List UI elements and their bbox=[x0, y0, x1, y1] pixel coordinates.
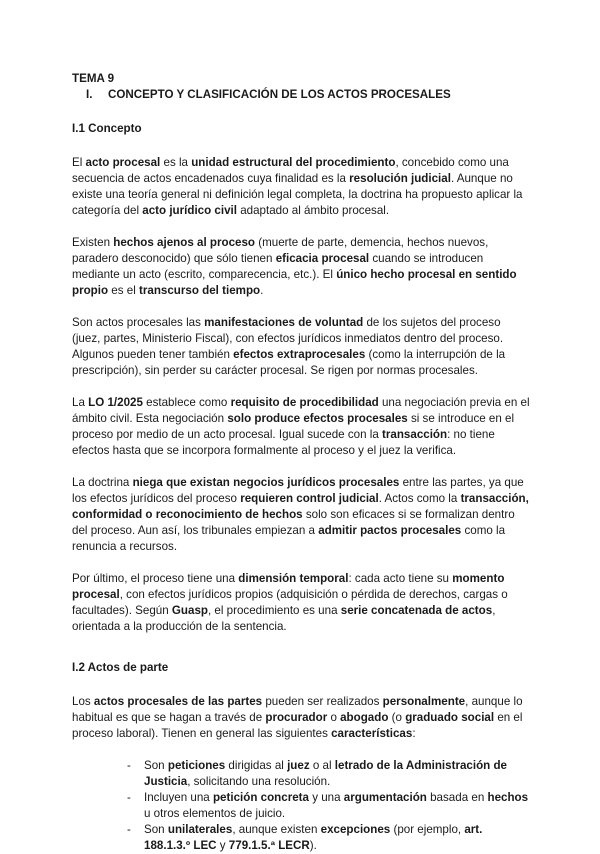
text-run: u otros elementos de juicio. bbox=[144, 807, 286, 820]
bold-text: admitir pactos procesales bbox=[318, 524, 462, 537]
bold-text: manifestaciones de voluntad bbox=[204, 316, 364, 329]
paragraph-acto-procesal bbox=[72, 155, 530, 219]
bold-text: único hecho procesal en sentido propio bbox=[72, 268, 517, 297]
text-run: : no tiene efectos hasta que se incorpora formalmente al proceso y el juez la verifica. bbox=[72, 428, 495, 457]
text-run: : cada acto tiene su bbox=[348, 572, 453, 585]
bold-text: peticiones bbox=[167, 759, 226, 772]
bold-text: requisito de procedibilidad bbox=[230, 396, 379, 409]
bold-text: graduado social bbox=[405, 711, 495, 724]
bold-text: niega que existan negocios jurídicos procesales bbox=[132, 476, 400, 489]
paragraph-actos-de-parte bbox=[72, 694, 530, 742]
bold-text: hechos bbox=[487, 791, 529, 804]
bold-text: juez bbox=[287, 759, 310, 772]
text-run: ). bbox=[309, 839, 317, 852]
bold-text: características bbox=[331, 727, 413, 740]
bold-text: petición concreta bbox=[212, 791, 309, 804]
text-run: (por ejemplo, bbox=[390, 823, 465, 836]
text-run: , solicitando una resolución. bbox=[187, 775, 331, 788]
text-run: de los sujetos del proceso (juez, partes, Ministerio Fiscal), con efectos jurídicos inmediatos dentro del proceso. Algunos pueden tener también bbox=[72, 316, 504, 361]
bold-text: hechos ajenos al proceso bbox=[113, 236, 256, 249]
bold-text: efectos extraprocesales bbox=[233, 348, 366, 361]
subheading-actos-de-parte: I.2 Actos de parte bbox=[72, 661, 169, 674]
bold-text: procurador bbox=[265, 711, 328, 724]
text-run: Incluyen una bbox=[144, 791, 213, 804]
bold-text: art. 188.1.3.º LEC bbox=[144, 823, 483, 852]
text-run: solo son eficaces si se formalizan dentro del proceso. Aun así, los tribunales empiezan a bbox=[72, 508, 515, 537]
bold-text: 779.1.5.ª LECR bbox=[228, 839, 310, 852]
section-number: I. bbox=[86, 88, 93, 101]
text-run: La bbox=[72, 396, 89, 409]
bold-text: unilaterales bbox=[167, 823, 233, 836]
text-run: , concebido como una secuencia de actos encadenados cuya finalidad es la bbox=[72, 156, 509, 185]
text-run: es el bbox=[108, 284, 139, 297]
text-run: basada en bbox=[426, 791, 488, 804]
text-run: (como la interrupción de la prescripción), sin perder su carácter procesal. Se rigen por normas procesales. bbox=[72, 348, 506, 377]
bold-text: eficacia procesal bbox=[275, 252, 370, 265]
bold-text: solo produce efectos procesales bbox=[227, 412, 408, 425]
list-item bbox=[127, 822, 530, 854]
text-run: o bbox=[327, 711, 341, 724]
text-run: pueden ser realizados bbox=[262, 695, 383, 708]
bold-text: excepciones bbox=[320, 823, 391, 836]
text-run: , el procedimiento es una bbox=[207, 604, 341, 617]
text-run: Son bbox=[144, 759, 168, 772]
topic-number: TEMA 9 bbox=[72, 72, 115, 85]
bold-text: acto procesal bbox=[85, 156, 161, 169]
text-run: , aunque lo habitual es que se hagan a través de bbox=[72, 695, 523, 724]
bold-text: abogado bbox=[340, 711, 389, 724]
paragraph-dimension-temporal bbox=[72, 571, 530, 635]
text-run: entre las partes, ya que los efectos jurídicos del proceso bbox=[72, 476, 524, 505]
bold-text: personalmente bbox=[382, 695, 466, 708]
text-run: Existen bbox=[72, 236, 114, 249]
text-run: como la renuncia a recursos. bbox=[72, 524, 506, 553]
bold-text: letrado de la Administración de Justicia bbox=[144, 759, 508, 788]
text-run: Por último, el proceso tiene una bbox=[72, 572, 239, 585]
text-run: La doctrina bbox=[72, 476, 133, 489]
text-run: Son actos procesales las bbox=[72, 316, 205, 329]
text-run: dirigidas al bbox=[225, 759, 288, 772]
characteristics-list bbox=[72, 758, 530, 854]
paragraph-hechos-ajenos bbox=[72, 235, 530, 299]
paragraph-negocios-juridicos bbox=[72, 475, 530, 555]
text-run: adaptado al ámbito procesal. bbox=[236, 204, 390, 217]
bold-text: serie concatenada de actos bbox=[340, 604, 493, 617]
bold-text: resolución judicial bbox=[349, 172, 451, 185]
text-run: , aunque existen bbox=[232, 823, 321, 836]
text-run: . Actos como la bbox=[378, 492, 461, 505]
text-run: o al bbox=[309, 759, 335, 772]
bold-text: Guasp bbox=[171, 604, 208, 617]
text-run: establece como bbox=[142, 396, 231, 409]
text-run: una negociación previa en el ámbito civil. Esta negociación bbox=[72, 396, 530, 425]
bold-text: dimensión temporal bbox=[238, 572, 349, 585]
text-run: El bbox=[72, 156, 86, 169]
section-title: CONCEPTO Y CLASIFICACIÓN DE LOS ACTOS PROCESALES bbox=[108, 88, 451, 101]
bold-text: LO 1/2025 bbox=[88, 396, 143, 409]
bold-text: requieren control judicial bbox=[240, 492, 379, 505]
paragraph-lo-2025 bbox=[72, 395, 530, 459]
bold-text: transacción, conformidad o reconocimiento de hechos bbox=[72, 492, 529, 521]
text-run: . bbox=[260, 284, 264, 297]
bold-text: actos procesales de las partes bbox=[93, 695, 263, 708]
bold-text: transcurso del tiempo bbox=[139, 284, 261, 297]
text-run: Los bbox=[72, 695, 94, 708]
bold-text: unidad estructural del procedimiento bbox=[191, 156, 396, 169]
text-run: es la bbox=[160, 156, 192, 169]
paragraph-manifestaciones bbox=[72, 315, 530, 379]
text-run: y una bbox=[308, 791, 344, 804]
bold-text: momento procesal bbox=[72, 572, 505, 601]
text-run: . Aunque no existe una teoría general ni definición legal completa, la doctrina ha propuesto aplicar la categoría del bbox=[72, 172, 523, 217]
bold-text: acto jurídico civil bbox=[142, 204, 237, 217]
text-run: (o bbox=[388, 711, 406, 724]
text-run: (muerte de parte, demencia, hechos nuevos, paradero desconocido) que sólo tienen bbox=[72, 236, 489, 265]
text-run: cuando se introducen mediante un acto (escrito, comparecencia, etc.). El bbox=[72, 252, 484, 281]
text-run: Son bbox=[144, 823, 168, 836]
bold-text: argumentación bbox=[343, 791, 427, 804]
list-item bbox=[127, 790, 530, 822]
text-run: , orientada a la producción de la sentencia. bbox=[72, 604, 496, 633]
list-item bbox=[127, 758, 530, 790]
text-run: si se introduce en el proceso por medio de un acto procesal. Igual sucede con la bbox=[72, 412, 515, 441]
bold-text: transacción bbox=[382, 428, 448, 441]
text-run: , con efectos jurídicos propios (adquisición o pérdida de derechos, cargas o facultades). Según bbox=[72, 588, 508, 617]
document-body bbox=[72, 71, 530, 854]
subheading-concepto: I.1 Concepto bbox=[72, 122, 142, 135]
section-heading bbox=[72, 87, 530, 103]
text-run: y bbox=[216, 839, 229, 852]
text-run: : bbox=[412, 727, 416, 740]
text-run: en el proceso laboral). Tienen en general las siguientes bbox=[72, 711, 523, 740]
